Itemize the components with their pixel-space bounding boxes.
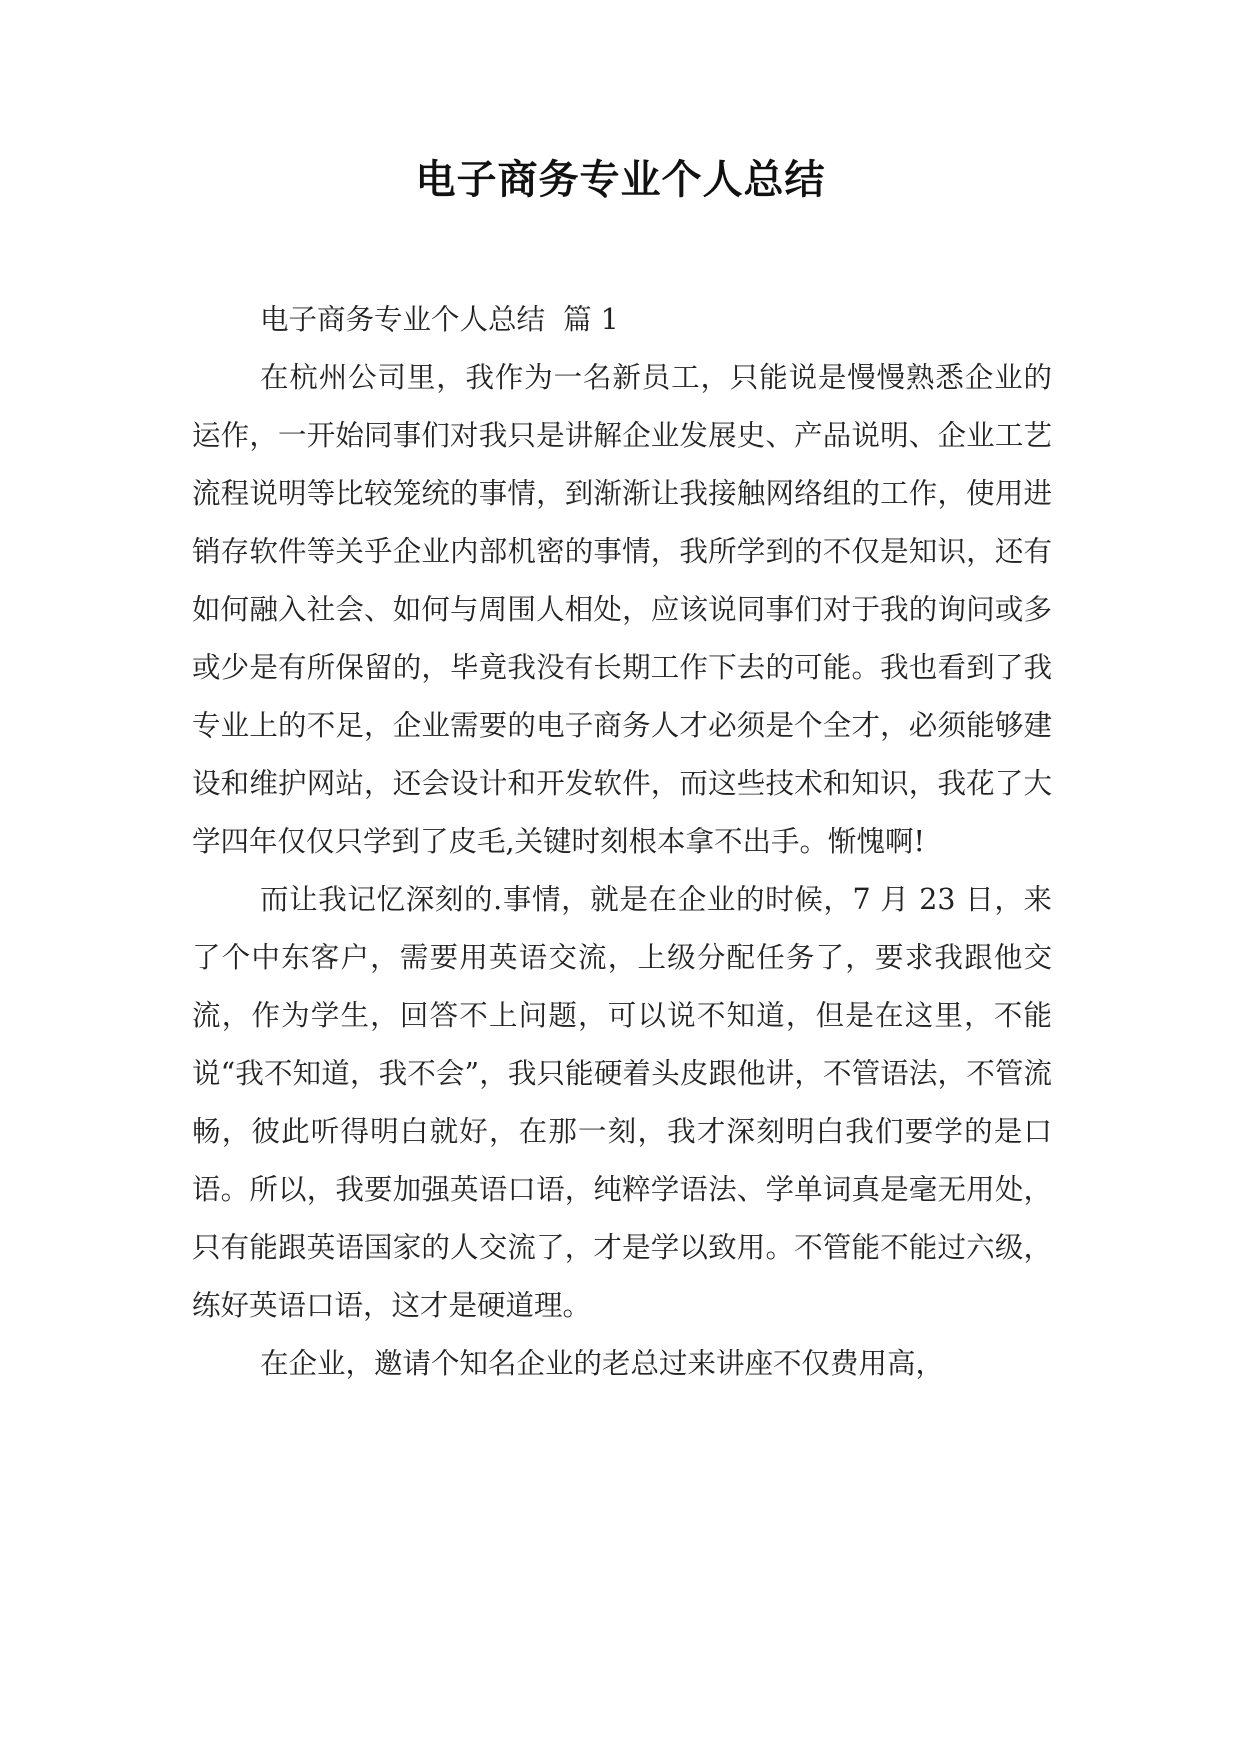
paragraph: 而让我记忆深刻的.事情，就是在企业的时候，7 月 23 日，来了个中东客户，需要用英语交流，上级分配任务了，要求我跟他交流，作为学生，回答不上问题，可以说不知道，但是在这里，不能说“我不知道，我不会”，我只能硬着头皮跟他讲，不管语法，不管流畅，彼此听得明白就好，在那一刻，我才深刻明白我们要学的是口语。所以，我要加强英语口语，纯粹学语法、学单词真是毫无用处，只有能跟英语国家的人交流了，才是学以致用。不管能不能过六级，练好英语口语，这才是硬道理。 <box>192 883 1052 1322</box>
document-body <box>192 291 1052 1393</box>
paragraph: 在企业，邀请个知名企业的老总过来讲座不仅费用高， <box>260 1347 945 1380</box>
section-heading: 电子商务专业个人总结 篇 1 <box>260 303 619 336</box>
document-title: 电子商务专业个人总结 <box>415 157 826 203</box>
paragraph: 在杭州公司里，我作为一名新员工，只能说是慢慢熟悉企业的运作，一开始同事们对我只是讲解企业发展史、产品说明、企业工艺流程说明等比较笼统的事情，到渐渐让我接触网络组的工作，使用进销存软件等关乎企业内部机密的事情，我所学到的不仅是知识，还有如何融入社会、如何与周围人相处，应该说同事们对于我的询问或多或少是有所保留的，毕竟我没有长期工作下去的可能。我也看到了我专业上的不足，企业需要的电子商务人才必须是个全才，必须能够建设和维护网站，还会设计和开发软件，而这些技术和知识，我花了大学四年仅仅只学到了皮毛,关键时刻根本拿不出手。惭愧啊! <box>192 361 1052 858</box>
